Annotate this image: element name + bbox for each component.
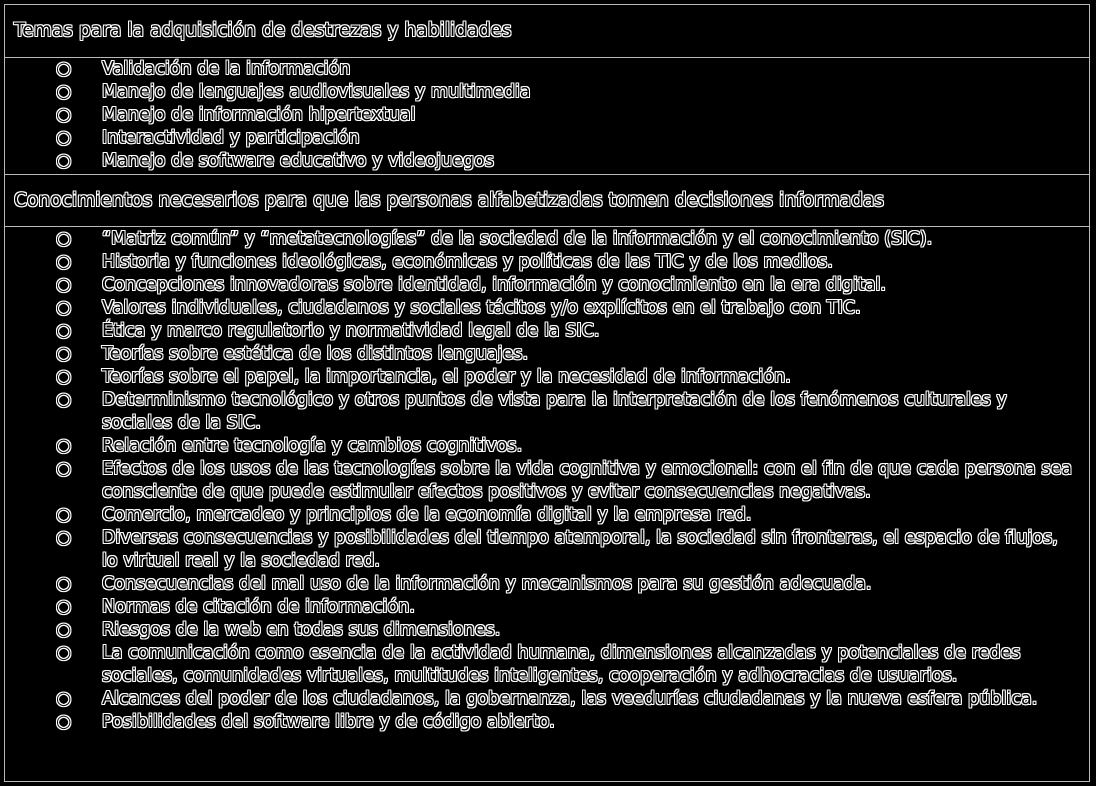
list-item-text: “Matriz común” y “metatecnologías” de la sociedad de la información y el conocimiento (SIC). bbox=[102, 229, 933, 249]
section-divider bbox=[4, 226, 1090, 227]
list-item bbox=[4, 58, 1090, 81]
section-heading-knowledge: Conocimientos necesarios para que las personas alfabetizadas tomen decisiones informadas bbox=[14, 190, 885, 211]
list-item bbox=[4, 343, 1090, 366]
list-item bbox=[4, 127, 1090, 150]
list-item-text: Validación de la información bbox=[102, 59, 351, 79]
bullet-icon: ○ bbox=[56, 128, 72, 148]
list-item bbox=[4, 320, 1090, 343]
list-item-text: Manejo de lenguajes audiovisuales y multimedia bbox=[102, 82, 531, 102]
bullet-icon: ○ bbox=[56, 151, 72, 171]
list-item bbox=[4, 688, 1090, 711]
bullet-icon: ○ bbox=[56, 321, 72, 341]
list-item-text: Teorías sobre estética de los distintos lenguajes. bbox=[102, 344, 529, 364]
list-item bbox=[4, 504, 1090, 527]
bullet-icon: ○ bbox=[56, 436, 72, 456]
list-item-text: Efectos de los usos de las tecnologías sobre la vida cognitiva y emocional: con el fin de que cada persona sea consciente de que puede estimular efectos positivos y evitar consecuencias negativas. bbox=[102, 459, 1073, 502]
list-item-text: Ética y marco regulatorio y normatividad legal de la SIC. bbox=[102, 321, 600, 341]
list-item bbox=[4, 104, 1090, 127]
bullet-icon: ○ bbox=[56, 59, 72, 79]
list-item bbox=[4, 711, 1090, 734]
list-item bbox=[4, 150, 1090, 173]
list-item bbox=[4, 573, 1090, 596]
list-item bbox=[4, 274, 1090, 297]
list-item bbox=[4, 228, 1090, 251]
list-item-text: Teorías sobre el papel, la importancia, el poder y la necesidad de información. bbox=[102, 367, 791, 387]
section-heading-skills: Temas para la adquisición de destrezas y habilidades bbox=[14, 20, 512, 41]
list-item-text: Alcances del poder de los ciudadanos, la gobernanza, las veedurías ciudadanas y la nueva esfera pública. bbox=[102, 689, 1038, 709]
skills-list bbox=[4, 58, 1090, 173]
section-divider bbox=[4, 174, 1090, 175]
bullet-icon: ○ bbox=[56, 229, 72, 249]
knowledge-list bbox=[4, 228, 1090, 734]
list-item-text: Riesgos de la web en todas sus dimensiones. bbox=[102, 620, 501, 640]
bullet-icon: ○ bbox=[56, 643, 72, 663]
list-item bbox=[4, 297, 1090, 320]
bullet-icon: ○ bbox=[56, 620, 72, 640]
list-item-text: Manejo de información hipertextual bbox=[102, 105, 416, 125]
list-item bbox=[4, 619, 1090, 642]
bullet-icon: ○ bbox=[56, 712, 72, 732]
bullet-icon: ○ bbox=[56, 298, 72, 318]
bullet-icon: ○ bbox=[56, 82, 72, 102]
list-item-text: Diversas consecuencias y posibilidades del tiempo atemporal, la sociedad sin fronteras, el espacio de flujos, lo virtual real y la sociedad red. bbox=[102, 528, 1058, 571]
list-item-text: Manejo de software educativo y videojuegos bbox=[102, 151, 495, 171]
bullet-icon: ○ bbox=[56, 367, 72, 387]
list-item bbox=[4, 435, 1090, 458]
bullet-icon: ○ bbox=[56, 528, 72, 548]
list-item-text: Interactividad y participación bbox=[102, 128, 360, 148]
bullet-icon: ○ bbox=[56, 275, 72, 295]
list-item bbox=[4, 389, 1090, 435]
list-item-text: Comercio, mercadeo y principios de la economía digital y la empresa red. bbox=[102, 505, 752, 525]
list-item bbox=[4, 251, 1090, 274]
list-item-text: La comunicación como esencia de la actividad humana, dimensiones alcanzadas y potenciales de redes sociales, comunidades virtuales, multitudes inteligentes, cooperación y adhocracias de usuarios. bbox=[102, 643, 1021, 686]
bullet-icon: ○ bbox=[56, 505, 72, 525]
list-item-text: Determinismo tecnológico y otros puntos de vista para la interpretación de los fenómenos culturales y sociales de la SIC. bbox=[102, 390, 1007, 433]
bullet-icon: ○ bbox=[56, 252, 72, 272]
bullet-icon: ○ bbox=[56, 689, 72, 709]
list-item-text: Valores individuales, ciudadanos y sociales tácitos y/o explícitos en el trabajo con TIC. bbox=[102, 298, 861, 318]
bullet-icon: ○ bbox=[56, 597, 72, 617]
bullet-icon: ○ bbox=[56, 390, 72, 410]
list-item-text: Relación entre tecnología y cambios cognitivos. bbox=[102, 436, 523, 456]
list-item bbox=[4, 458, 1090, 504]
list-item bbox=[4, 81, 1090, 104]
list-item bbox=[4, 527, 1090, 573]
list-item bbox=[4, 366, 1090, 389]
list-item-text: Consecuencias del mal uso de la información y mecanismos para su gestión adecuada. bbox=[102, 574, 872, 594]
list-item-text: Posibilidades del software libre y de código abierto. bbox=[102, 712, 555, 732]
bullet-icon: ○ bbox=[56, 459, 72, 479]
list-item bbox=[4, 596, 1090, 619]
list-item-text: Concepciones innovadoras sobre identidad, información y conocimiento en la era digital. bbox=[102, 275, 887, 295]
list-item-text: Historia y funciones ideológicas, económicas y políticas de las TIC y de los medios. bbox=[102, 252, 833, 272]
bullet-icon: ○ bbox=[56, 574, 72, 594]
bullet-icon: ○ bbox=[56, 105, 72, 125]
list-item bbox=[4, 642, 1090, 688]
bullet-icon: ○ bbox=[56, 344, 72, 364]
list-item-text: Normas de citación de información. bbox=[102, 597, 415, 617]
